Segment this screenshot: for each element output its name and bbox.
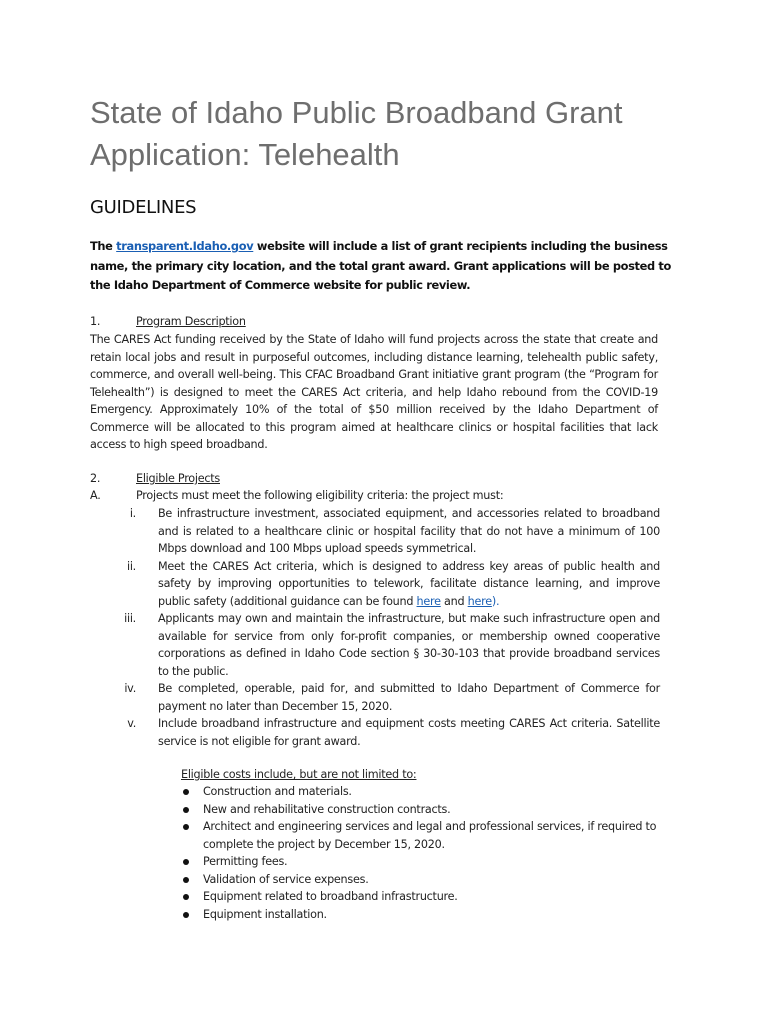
criteria-numeral: v. <box>127 717 136 730</box>
bullet-icon <box>183 824 189 830</box>
section2-sub-label: Projects must meet the following eligibility criteria: the project must: <box>136 489 504 502</box>
section1-body: The CARES Act funding received by the State of Idaho will fund projects across the state that create and retain local jobs and result in purposeful outcomes, including distance learning, telehealth public safety, commerce, and overall well-being. This CFAC Broadband Grant initiative grant program (the “Program for Telehealth”) is designed to meet the CARES Act criteria, and help Idaho rebound from the COVID-19 Emergency. Approximately 10% of the total of $50 million received by the Idaho Department of Commerce will be allocated to this program aimed at healthcare clinics or hospital facilities that lack access to high speed broadband. <box>90 333 658 451</box>
criteria-item <box>90 558 660 611</box>
criteria-text: Be infrastructure investment, associated equipment, and accessories related to broadband and is related to a healthcare clinic or hospital facility that do not have a minimum of 100 Mbps download and 100 Mbps upload speeds symmetrical. <box>158 507 660 555</box>
cost-text: Architect and engineering services and legal and professional services, if required to complete the project by December 15, 2020. <box>203 820 657 851</box>
criteria-item <box>90 680 660 715</box>
cost-text: Validation of service expenses. <box>203 872 369 886</box>
bullet-icon <box>183 894 189 900</box>
section1-label: Program Description <box>136 315 246 328</box>
criteria-item <box>90 715 660 750</box>
list-item <box>181 906 661 924</box>
section2-sub-letter: A. <box>90 489 101 502</box>
intro-prefix: The <box>90 239 117 253</box>
criteria-numeral: ii. <box>126 559 136 573</box>
list-item <box>181 871 661 889</box>
criteria-numeral: i. <box>129 507 136 520</box>
cost-text: New and rehabilitative construction contracts. <box>203 802 451 816</box>
eligible-costs-list <box>181 783 661 923</box>
cost-text: Equipment installation. <box>203 907 327 921</box>
criteria-text: Include broadband infrastructure and equipment costs meeting CARES Act criteria. Satellite service is not eligible for grant award. <box>158 717 660 748</box>
criteria-text-after: ). <box>491 594 500 608</box>
intro-suffix: website will include a list of grant recipients including the business name, the primary city location, and the total grant award. Grant applications will be posted to the Idaho Department of Commerce website for public review. <box>90 239 671 292</box>
guidance-link-1[interactable]: here <box>416 594 441 608</box>
cost-text: Permitting fees. <box>203 855 288 868</box>
criteria-numeral: iii. <box>124 612 136 625</box>
eligibility-criteria-list <box>90 505 660 750</box>
criteria-item <box>90 610 660 680</box>
list-item <box>181 801 661 819</box>
criteria-text: Applicants may own and maintain the infrastructure, but make such infrastructure open and available for service from only for-profit companies, or membership owned cooperative corporations as defined in Idaho Code section § 30-30-103 that provide broadband services to the public. <box>158 612 660 678</box>
list-item <box>181 853 661 871</box>
list-item <box>181 818 661 853</box>
cost-text: Equipment related to broadband infrastructure. <box>203 890 458 903</box>
page-title: State of Idaho Public Broadband Grant Application: Telehealth <box>90 95 623 172</box>
section1-number: 1. <box>90 315 101 328</box>
bullet-icon <box>183 859 189 865</box>
criteria-text-before: Meet the CARES Act criteria, which is designed to address key areas of public health and safety by improving opportunities to telework, facilitate distance learning, and improve public safety (additional guidance can be found <box>158 559 660 608</box>
bullet-icon <box>183 912 189 918</box>
list-item <box>181 888 661 906</box>
section2-number: 2. <box>90 472 101 485</box>
list-item <box>181 783 661 801</box>
cost-text: Construction and materials. <box>203 785 352 798</box>
criteria-text: Be completed, operable, paid for, and submitted to Idaho Department of Commerce for payment no later than December 15, 2020. <box>158 682 660 713</box>
guidance-link-2[interactable]: here <box>467 594 492 608</box>
bullet-icon <box>183 877 189 883</box>
transparent-idaho-link[interactable]: transparent.Idaho.gov <box>116 239 254 253</box>
criteria-numeral: iv. <box>124 682 136 695</box>
section-heading-guidelines: GUIDELINES <box>90 197 197 218</box>
criteria-text-middle: and <box>440 594 468 608</box>
bullet-icon <box>183 789 189 795</box>
intro-paragraph <box>90 237 675 296</box>
section2-label: Eligible Projects <box>136 472 220 485</box>
bullet-icon <box>183 807 189 813</box>
criteria-item <box>90 505 660 558</box>
eligible-costs-heading: Eligible costs include, but are not limited to: <box>181 768 417 781</box>
